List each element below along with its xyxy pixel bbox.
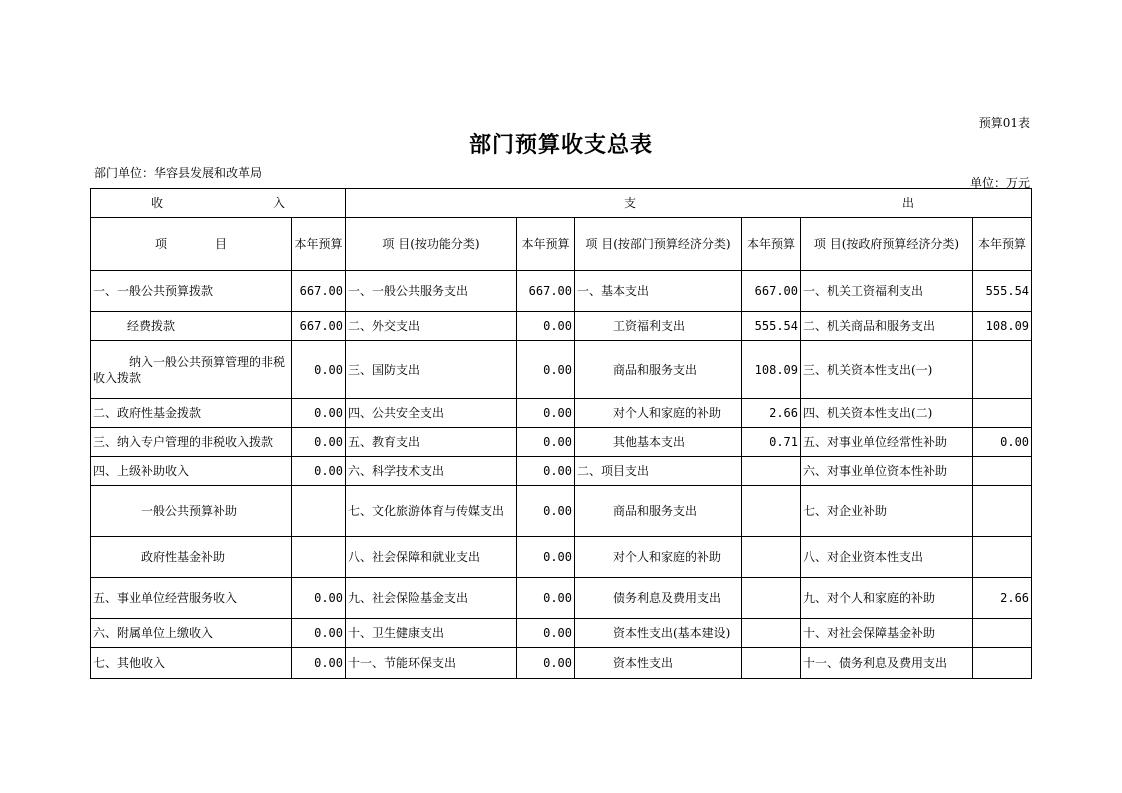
income-value: 0.00 [292,648,346,679]
dept-item: 一、基本支出 [575,271,742,312]
table-row [91,399,1032,428]
gov-item: 六、对事业单位资本性补助 [801,457,973,486]
func-item: 一、一般公共服务支出 [346,271,517,312]
gov-value [973,648,1032,679]
func-item: 九、社会保险基金支出 [346,578,517,619]
col-item-char-2: 目 [214,237,227,251]
income-item: 一、一般公共预算拨款 [91,271,292,312]
income-header-char-1: 收 [151,196,164,210]
col-header-gov-budget: 本年预算 [973,218,1032,271]
gov-item: 五、对事业单位经常性补助 [801,428,973,457]
budget-table [90,188,1032,679]
gov-value [973,457,1032,486]
income-value [292,486,346,537]
col-header-func-budget: 本年预算 [517,218,575,271]
gov-value [973,619,1032,648]
col-header-dept-budget: 本年预算 [742,218,801,271]
income-item: 政府性基金补助 [91,537,292,578]
dept-item: 二、项目支出 [575,457,742,486]
table-row [91,341,1032,399]
dept-item: 商品和服务支出 [575,486,742,537]
dept-value [742,457,801,486]
func-item: 七、文化旅游体育与传媒支出 [346,486,517,537]
func-item: 八、社会保障和就业支出 [346,537,517,578]
dept-value [742,578,801,619]
table-row [91,486,1032,537]
func-value: 0.00 [517,619,575,648]
income-item: 五、事业单位经营服务收入 [91,578,292,619]
func-value: 0.00 [517,399,575,428]
dept-item: 工资福利支出 [575,312,742,341]
gov-item: 四、机关资本性支出(二) [801,399,973,428]
income-value: 0.00 [292,428,346,457]
unit-label: 单位：万元 [969,176,1030,190]
func-item: 十、卫生健康支出 [346,619,517,648]
expense-group-header [346,189,1032,218]
dept-item: 对个人和家庭的补助 [575,399,742,428]
income-value: 0.00 [292,399,346,428]
income-value: 0.00 [292,619,346,648]
income-item: 纳入一般公共预算管理的非税收入拨款 [91,341,292,399]
group-header-row [91,189,1032,218]
page-title: 部门预算收支总表 [468,132,653,158]
func-item: 六、科学技术支出 [346,457,517,486]
func-item: 五、教育支出 [346,428,517,457]
func-value: 667.00 [517,271,575,312]
income-item: 经费拨款 [91,312,292,341]
gov-value [973,399,1032,428]
func-value: 0.00 [517,341,575,399]
dept-value [742,648,801,679]
income-value: 0.00 [292,578,346,619]
col-header-income-budget: 本年预算 [292,218,346,271]
table-row [91,312,1032,341]
gov-value [973,486,1032,537]
gov-item: 一、机关工资福利支出 [801,271,973,312]
dept-value [742,537,801,578]
gov-item: 二、机关商品和服务支出 [801,312,973,341]
func-value: 0.00 [517,428,575,457]
col-header-func: 项 目(按功能分类) [346,218,517,271]
table-row [91,648,1032,679]
func-item: 十一、节能环保支出 [346,648,517,679]
dept-value: 0.71 [742,428,801,457]
col-item-char-1: 项 [155,237,168,251]
income-value: 667.00 [292,271,346,312]
gov-value [973,341,1032,399]
expense-header-char-1: 支 [624,196,637,210]
func-item: 三、国防支出 [346,341,517,399]
income-value [292,537,346,578]
gov-item: 十、对社会保障基金补助 [801,619,973,648]
gov-value [973,537,1032,578]
gov-item: 八、对企业资本性支出 [801,537,973,578]
table-row [91,271,1032,312]
func-item: 二、外交支出 [346,312,517,341]
income-header-char-2: 入 [272,196,285,210]
income-item: 二、政府性基金拨款 [91,399,292,428]
func-value: 0.00 [517,457,575,486]
gov-value: 0.00 [973,428,1032,457]
gov-item: 十一、债务利息及费用支出 [801,648,973,679]
income-value: 0.00 [292,341,346,399]
dept-item: 债务利息及费用支出 [575,578,742,619]
income-item: 六、附属单位上缴收入 [91,619,292,648]
dept-value [742,486,801,537]
func-value: 0.00 [517,648,575,679]
income-item: 七、其他收入 [91,648,292,679]
func-value: 0.00 [517,486,575,537]
department-label: 部门单位：华容县发展和改革局 [94,166,263,180]
table-row [91,428,1032,457]
column-header-row [91,218,1032,271]
expense-header-char-2: 出 [902,196,915,210]
income-item: 三、纳入专户管理的非税收入拨款 [91,428,292,457]
dept-value: 555.54 [742,312,801,341]
gov-value: 2.66 [973,578,1032,619]
func-value: 0.00 [517,537,575,578]
col-header-gov: 项 目(按政府预算经济分类) [801,218,973,271]
income-value: 667.00 [292,312,346,341]
table-row [91,578,1032,619]
dept-value [742,619,801,648]
table-row [91,457,1032,486]
col-header-dept: 项 目(按部门预算经济分类) [575,218,742,271]
dept-item: 商品和服务支出 [575,341,742,399]
table-row [91,619,1032,648]
dept-item: 对个人和家庭的补助 [575,537,742,578]
gov-item: 九、对个人和家庭的补助 [801,578,973,619]
col-header-income-item [91,218,292,271]
gov-value: 555.54 [973,271,1032,312]
dept-value: 108.09 [742,341,801,399]
income-group-header [91,189,346,218]
table-row [91,537,1032,578]
income-value: 0.00 [292,457,346,486]
func-value: 0.00 [517,312,575,341]
income-item: 四、上级补助收入 [91,457,292,486]
dept-value: 667.00 [742,271,801,312]
dept-item: 资本性支出 [575,648,742,679]
income-item: 一般公共预算补助 [91,486,292,537]
dept-value: 2.66 [742,399,801,428]
func-value: 0.00 [517,578,575,619]
form-number: 预算01表 [978,116,1030,130]
gov-item: 三、机关资本性支出(一) [801,341,973,399]
dept-item: 其他基本支出 [575,428,742,457]
dept-item: 资本性支出(基本建设) [575,619,742,648]
func-item: 四、公共安全支出 [346,399,517,428]
gov-value: 108.09 [973,312,1032,341]
gov-item: 七、对企业补助 [801,486,973,537]
